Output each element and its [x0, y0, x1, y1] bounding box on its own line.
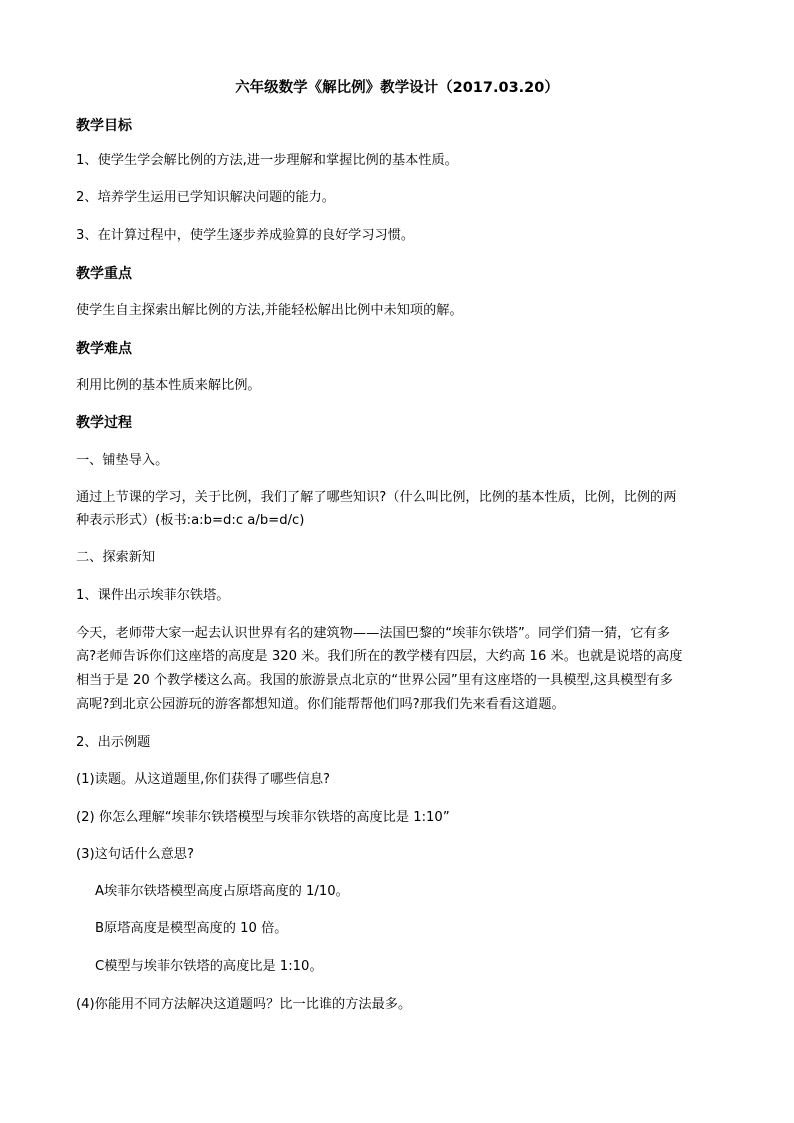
section2-title: 二、探索新知: [76, 550, 156, 565]
question-4: (4)你能用不同方法解决这道题吗？比一比谁的方法最多。: [76, 997, 412, 1012]
goal-item-3: 3、在计算过程中，使学生逐步养成验算的良好学习习惯。: [76, 228, 415, 243]
step1-para-line-1: 今天，老师带大家一起去认识世界有名的建筑物——法国巴黎的“埃菲尔铁塔”。同学们猜一猜，它有多: [76, 626, 670, 641]
goal-item-2: 2、培养学生运用已学知识解决问题的能力。: [76, 190, 335, 205]
process-heading: 教学过程: [76, 415, 132, 431]
key-text: 使学生自主探索出解比例的方法,并能轻松解出比例中未知项的解。: [76, 303, 463, 318]
goal-item-1: 1、使学生学会解比例的方法,进一步理解和掌握比例的基本性质。: [76, 153, 458, 168]
question-3-item-b: B原塔高度是模型高度的 10 倍。: [95, 921, 288, 936]
step1-title: 1、课件出示埃菲尔铁塔。: [76, 588, 230, 603]
section1-title: 一、铺垫导入。: [76, 453, 169, 468]
question-3: (3)这句话什么意思?: [76, 847, 194, 862]
step2-title: 2、出示例题: [76, 735, 151, 750]
document-title: 六年级数学《解比例》教学设计（2017.03.20）: [235, 80, 559, 96]
step1-para-line-4: 高呢?到北京公园游玩的游客都想知道。你们能帮帮他们吗?那我们先来看看这道题。: [76, 697, 565, 712]
goals-heading: 教学目标: [76, 118, 132, 134]
step1-para-line-2: 高?老师告诉你们这座塔的高度是 320 米。我们所在的教学楼有四层，大约高 16 米。也就是说塔的高度: [76, 649, 683, 664]
step1-para-line-3: 相当于是 20 个教学楼这么高。我国的旅游景点北京的“世界公园”里有这座塔的一具模型,这具模型有多: [76, 673, 673, 688]
key-heading: 教学重点: [76, 266, 132, 282]
section1-para-line-2: 种表示形式）(板书:a:b=d:c a/b=d/c): [76, 513, 305, 528]
difficulty-heading: 教学难点: [76, 341, 132, 357]
question-3-item-a: A埃菲尔铁塔模型高度占原塔高度的 1/10。: [95, 884, 349, 899]
section1-para-line-1: 通过上节课的学习，关于比例，我们了解了哪些知识?（什么叫比例，比例的基本性质，比例，比例的两: [76, 490, 677, 505]
question-3-item-c: C模型与埃菲尔铁塔的高度比是 1:10。: [95, 959, 323, 974]
question-1: (1)读题。从这道题里,你们获得了哪些信息?: [76, 772, 331, 787]
difficulty-text: 利用比例的基本性质来解比例。: [76, 378, 261, 393]
question-2: (2) 你怎么理解“埃菲尔铁塔模型与埃菲尔铁塔的高度比是 1:10”: [76, 810, 450, 825]
